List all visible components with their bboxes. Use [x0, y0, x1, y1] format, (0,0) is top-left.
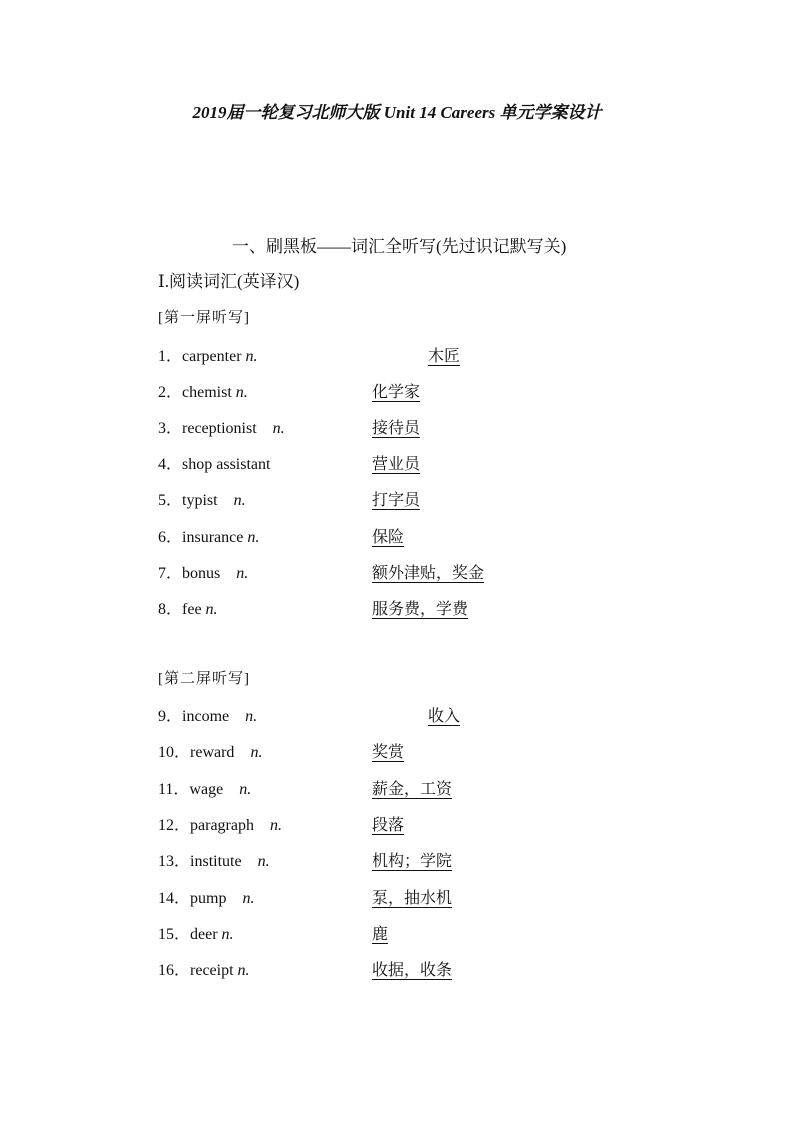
- vocab-row: 15．deer n. 鹿: [158, 921, 658, 945]
- vocab-row: 8．fee n. 服务费，学费: [158, 596, 658, 620]
- part-of-speech: n.: [245, 348, 258, 365]
- vocab-row: 1．carpenter n. 木匠: [158, 343, 658, 367]
- part-of-speech: n.: [245, 708, 258, 725]
- vocab-word: institute: [190, 853, 242, 870]
- vocab-word: bonus: [182, 565, 221, 582]
- vocab-word: receipt: [190, 962, 234, 979]
- subsection-heading: Ⅰ.阅读词汇(英译汉): [158, 272, 300, 291]
- part-of-speech: n.: [233, 492, 246, 509]
- part-of-speech: n.: [237, 962, 250, 979]
- document-title: 2019届一轮复习北师大版 Unit 14 Careers 单元学案设计: [192, 103, 602, 122]
- vocab-meaning: 奖赏: [372, 744, 405, 761]
- vocab-meaning: 收据，收条: [372, 962, 453, 979]
- vocab-meaning: 泵，抽水机: [372, 890, 453, 907]
- part-of-speech: n.: [242, 890, 255, 907]
- vocab-row: 11．wage n. 薪金，工资: [158, 776, 658, 800]
- vocab-meaning: 化学家: [372, 384, 421, 401]
- vocab-row: 2．chemist n. 化学家: [158, 379, 658, 403]
- vocab-row: 10．reward n. 奖赏: [158, 739, 658, 763]
- vocab-word: reward: [190, 744, 235, 761]
- section-heading: 一、刷黑板——词汇全听写(先过识记默写关): [232, 237, 567, 256]
- vocab-meaning: 鹿: [372, 926, 389, 943]
- vocab-meaning: 额外津贴，奖金: [372, 565, 485, 582]
- vocab-row: 13．institute n. 机构；学院: [158, 848, 658, 872]
- vocab-word: pump: [190, 890, 227, 907]
- vocab-meaning: 木匠: [428, 348, 461, 365]
- part-of-speech: n.: [205, 601, 218, 618]
- part-of-speech: n.: [247, 529, 260, 546]
- vocab-row: 14．pump n. 泵，抽水机: [158, 885, 658, 909]
- vocab-word: carpenter: [182, 348, 242, 365]
- screen-label-2: [第二屏听写]: [158, 671, 250, 687]
- vocab-row: 3．receptionist n. 接待员: [158, 415, 658, 439]
- part-of-speech: n.: [269, 817, 282, 834]
- vocab-word: wage: [189, 781, 224, 798]
- vocab-row: 7．bonus n. 额外津贴，奖金: [158, 560, 658, 584]
- screen-label-1: [第一屏听写]: [158, 310, 250, 326]
- vocab-row: 5．typist n. 打字员: [158, 487, 658, 511]
- vocab-word: fee: [182, 601, 202, 618]
- vocab-word: chemist: [182, 384, 232, 401]
- vocab-word: paragraph: [190, 817, 254, 834]
- vocab-meaning: 段落: [372, 817, 405, 834]
- part-of-speech: n.: [221, 926, 234, 943]
- part-of-speech: n.: [250, 744, 263, 761]
- vocab-meaning: 保险: [372, 529, 405, 546]
- vocab-meaning: 服务费，学费: [372, 601, 469, 618]
- vocab-word: typist: [182, 492, 218, 509]
- vocab-meaning: 打字员: [372, 492, 421, 509]
- vocab-meaning: 收入: [428, 708, 461, 725]
- part-of-speech: n.: [239, 781, 252, 798]
- part-of-speech: n.: [236, 565, 249, 582]
- vocab-word: income: [182, 708, 230, 725]
- vocab-row: 9．income n. 收入: [158, 703, 658, 727]
- vocab-word: shop assistant: [182, 456, 271, 473]
- part-of-speech: n.: [257, 853, 270, 870]
- part-of-speech: n.: [235, 384, 248, 401]
- vocab-word: insurance: [182, 529, 244, 546]
- vocab-meaning: 接待员: [372, 420, 421, 437]
- part-of-speech: n.: [272, 420, 285, 437]
- vocab-word: deer: [190, 926, 218, 943]
- vocab-meaning: 营业员: [372, 456, 421, 473]
- vocab-row: 16．receipt n. 收据，收条: [158, 957, 658, 981]
- vocab-meaning: 机构；学院: [372, 853, 453, 870]
- vocab-row: 12．paragraph n. 段落: [158, 812, 658, 836]
- vocab-meaning: 薪金，工资: [372, 781, 453, 798]
- vocab-word: receptionist: [182, 420, 257, 437]
- vocab-row: 4．shop assistant 营业员: [158, 451, 658, 475]
- vocab-row: 6．insurance n. 保险: [158, 524, 658, 548]
